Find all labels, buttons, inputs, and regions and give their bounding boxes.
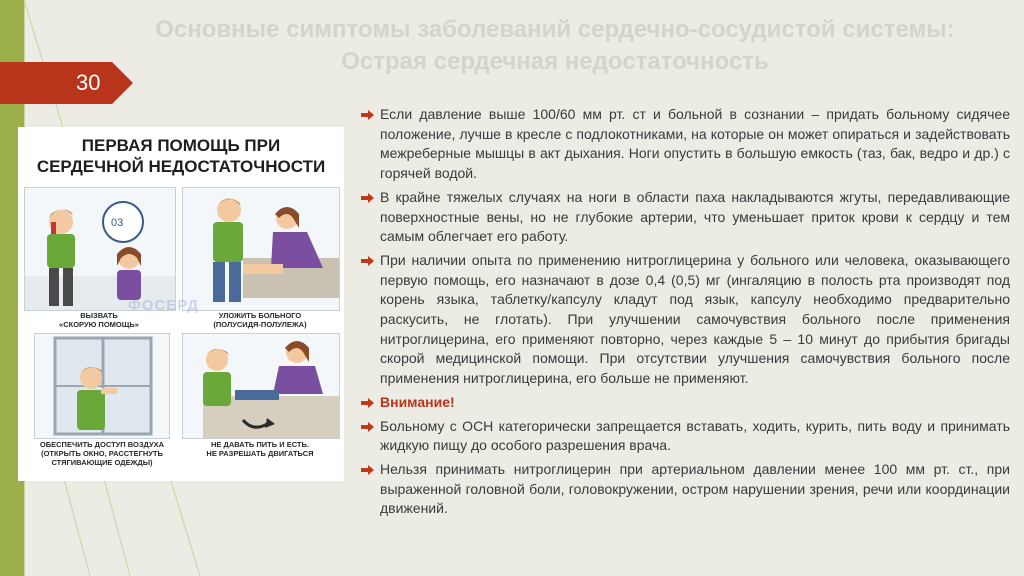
bullet-item: Если давление выше 100/60 мм рт. ст и больной в сознании – придать больному сидячее положение, лучше в кресле с подлокотниками, на которые он может опираться и задействовать межреберные мышцы в акт дыхания. Ноги опустить в большую емкость (таз, бак, ведро и др.) с горячей водой.: [360, 105, 1010, 184]
slide-number: 30: [76, 70, 101, 95]
helper-seating-patient-illustration: [183, 188, 339, 310]
caption-call-ambulance: ВЫЗВАТЬ «СКОРУЮ ПОМОЩЬ»: [59, 311, 139, 329]
arrow-bullet-icon: [361, 398, 374, 408]
person-phoning-illustration: [25, 188, 175, 310]
poster-panel-call-ambulance: [24, 187, 176, 311]
phone-number-badge: 03: [111, 217, 124, 229]
bullet-item: В крайне тяжелых случаях на ноги в области паха накладываются жгуты, передавливающие поверхностные вены, но не глубокие артерии, что уменьшает приток крови к сердцу и тем самым облегчает его работу.: [360, 188, 1010, 247]
bullet-list: [360, 105, 1010, 519]
bullet-item: Нельзя принимать нитроглицерин при артериальном давлении менее 100 мм рт. ст., при выраженной головной боли, головокружении, остром нарушении зрения, речи или координации движений.: [360, 460, 1010, 519]
bullet-item: Больному с ОСН категорически запрещается вставать, ходить, курить, пить воду и принимать жидкую пищу до особого разрешения врача.: [360, 417, 1010, 456]
poster-panel-lay-patient: [182, 187, 340, 311]
bullet-item-warning: [360, 393, 1010, 413]
arrow-bullet-icon: [361, 193, 374, 203]
arrow-bullet-icon: [361, 465, 374, 475]
arrow-bullet-icon: [361, 422, 374, 432]
poster-panel-fresh-air: [34, 333, 170, 439]
caption-fresh-air: ОБЕСПЕЧИТЬ ДОСТУП ВОЗДУХА (ОТКРЫТЬ ОКНО, РАССТЕГНУТЬ СТЯГИВАЮЩИЕ ОДЕЖДЫ): [39, 440, 165, 467]
first-aid-poster: [18, 127, 344, 481]
bullet-item: При наличии опыта по применению нитроглицерина у больного или человека, оказывающего первую помощь, его назначают в дозе 0,4 (0,5) мг (ингаляцию в полость рта производят под корень языка, таблетку/капсулу кладут под язык, капсулу необходимо предварительно раскусить, не глотать). При улучшении самочувствия больного после применения нитроглицерина, его применяют повторно, через каждые 5 – 10 минут до прибытия бригады скорой медицинской помощи. При отсутствии улучшения самочувствия больного после применения нитроглицерина, его больше не применяют.: [360, 251, 1010, 389]
arrow-bullet-icon: [361, 110, 374, 120]
arrow-bullet-icon: [361, 256, 374, 266]
caption-lay-patient: УЛОЖИТЬ БОЛЬНОГО (ПОЛУСИДЯ-ПОЛУЛЕЖА): [213, 311, 307, 329]
slide-number-tab: [0, 62, 133, 104]
person-opening-window-illustration: [35, 334, 169, 438]
patient-resting-illustration: [183, 334, 339, 438]
poster-title: ПЕРВАЯ ПОМОЩЬ ПРИ СЕРДЕЧНОЙ НЕДОСТАТОЧНОСТИ: [36, 136, 326, 176]
poster-panel-no-food-drink: [182, 333, 340, 439]
poster-watermark: ФОСЕРД: [128, 297, 200, 314]
warning-label: Внимание!: [380, 393, 455, 410]
caption-no-food-drink: НЕ ДАВАТЬ ПИТЬ И ЕСТЬ. НЕ РАЗРЕШАТЬ ДВИГАТЬСЯ: [206, 440, 314, 458]
slide-title: Основные симптомы заболеваний сердечно-сосудистой системы: Острая сердечная недостаточность: [155, 16, 955, 75]
